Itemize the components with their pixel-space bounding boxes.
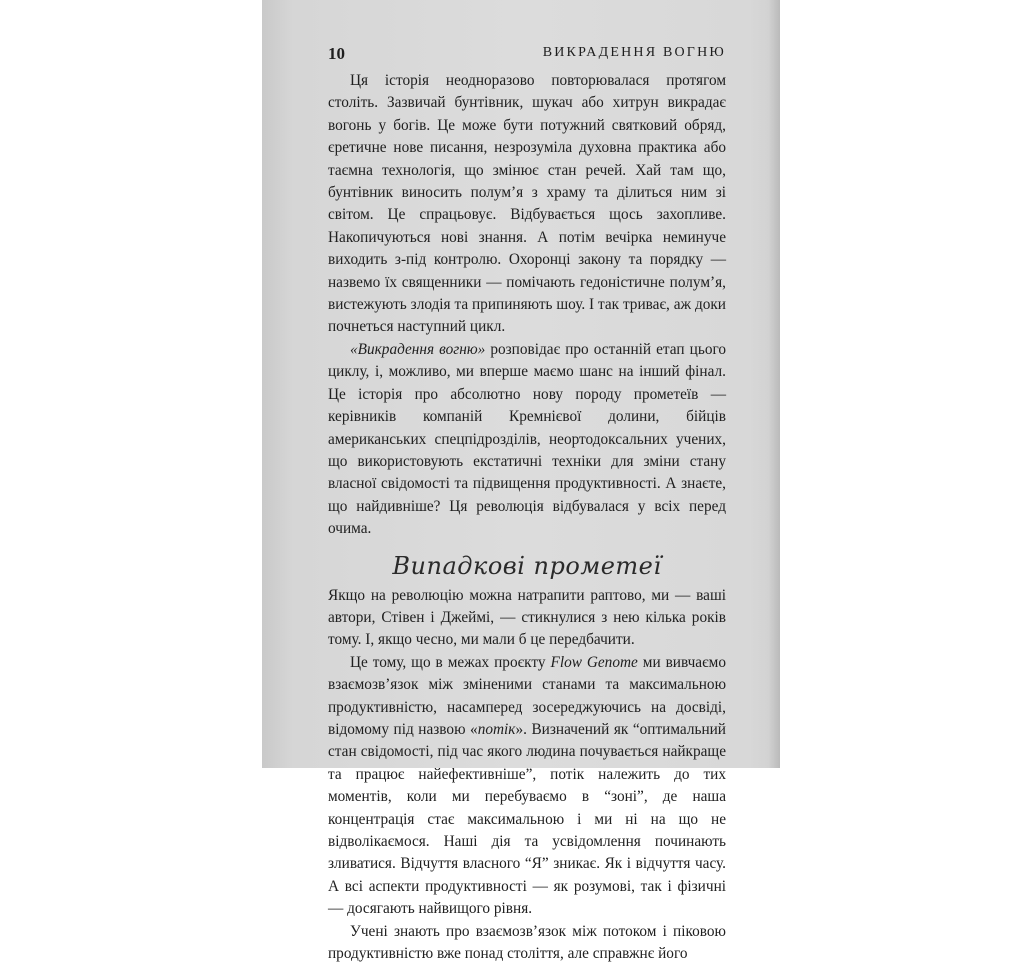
running-head bbox=[328, 44, 726, 66]
paragraph-4-text-a: Це тому, що в межах проєкту bbox=[350, 653, 551, 671]
paragraph-2 bbox=[328, 339, 726, 541]
left-background bbox=[0, 0, 262, 768]
project-name: Flow Genome bbox=[550, 653, 638, 671]
right-background bbox=[780, 0, 1024, 768]
paragraph-2-text: розповідає про останній етап цього циклу, і, можливо, ми вперше маємо шанс на інший фінал. Це історія про абсолютно нову породу прометеїв — керівників компаній Кремнієвої долини, бійців американських спецпідрозділів, неортодоксальних учених, що використовують екстатичні техніки для зміни стану власної свідомості та підвищення продуктивності. А знаєте, що найдивніше? Ця революція відбувалася у всіх перед очима. bbox=[328, 340, 727, 538]
paragraph-4-text-c: ». Визначений як “оптимальний стан свідомості, під час якого людина почувається найкраще та працює найефективніше”, потік належить до тих моментів, коли ми перебуваємо в “зоні”, де наша концентрація стає максимальною і ми ні на що не відволікаємося. Наші дія та усвідомлення починають зливатися. Відчуття власного “Я” зникає. Як і відчуття часу. А всі аспекти продуктивності — як розумові, так і фізичні — досягають найвищого рівня. bbox=[328, 720, 726, 918]
paragraph-4 bbox=[328, 652, 726, 921]
flow-term: потік bbox=[477, 720, 516, 738]
paragraph-1: Ця історія неодноразово повторювалася протягом століть. Зазвичай бунтівник, шукач або хитрун викрадає вогонь у богів. Це може бути потужний святковий обряд, єретичне нове писання, незрозуміла духовна практика або таємна технологія, що змінює стан речей. Хай там що, бунтівник виносить полум’я з храму та ділиться ним зі світом. Це спрацьовує. Відбувається щось захопливе. Накопичуються нові знання. А потім вечірка неминуче виходить з-під контролю. Охоронці закону та порядку — назвемо їх священники — помічають гедоністичне полум’я, вистежують злодія та припиняють шоу. І так триває, аж доки почнеться наступний цикл. bbox=[328, 72, 726, 336]
paragraph-5: Учені знають про взаємозв’язок між потоком і піковою продуктивністю вже понад століття, але справжнє його bbox=[328, 922, 726, 963]
running-title: ВИКРАДЕННЯ ВОГНЮ bbox=[542, 45, 726, 60]
paragraph-3: Якщо на революцію можна натрапити раптово, ми — ваші автори, Стівен і Джеймі, — стикнулися з нею кілька років тому. І, якщо чесно, ми мали б це передбачити. bbox=[328, 586, 726, 649]
book-title: «Викрадення вогню» bbox=[350, 340, 486, 358]
page-edge-shadow bbox=[768, 0, 780, 768]
section-heading: Випадкові прометеї bbox=[392, 551, 662, 580]
page-number: 10 bbox=[328, 44, 345, 63]
body-text bbox=[328, 70, 726, 965]
paragraph-4-text-b: ми вивчаємо взаємозв’язок між зміненими станами та максимальною продуктивністю, насамперед зосереджуючись на досвіді, відомому під назвою « bbox=[328, 653, 726, 738]
book-page bbox=[262, 0, 780, 963]
